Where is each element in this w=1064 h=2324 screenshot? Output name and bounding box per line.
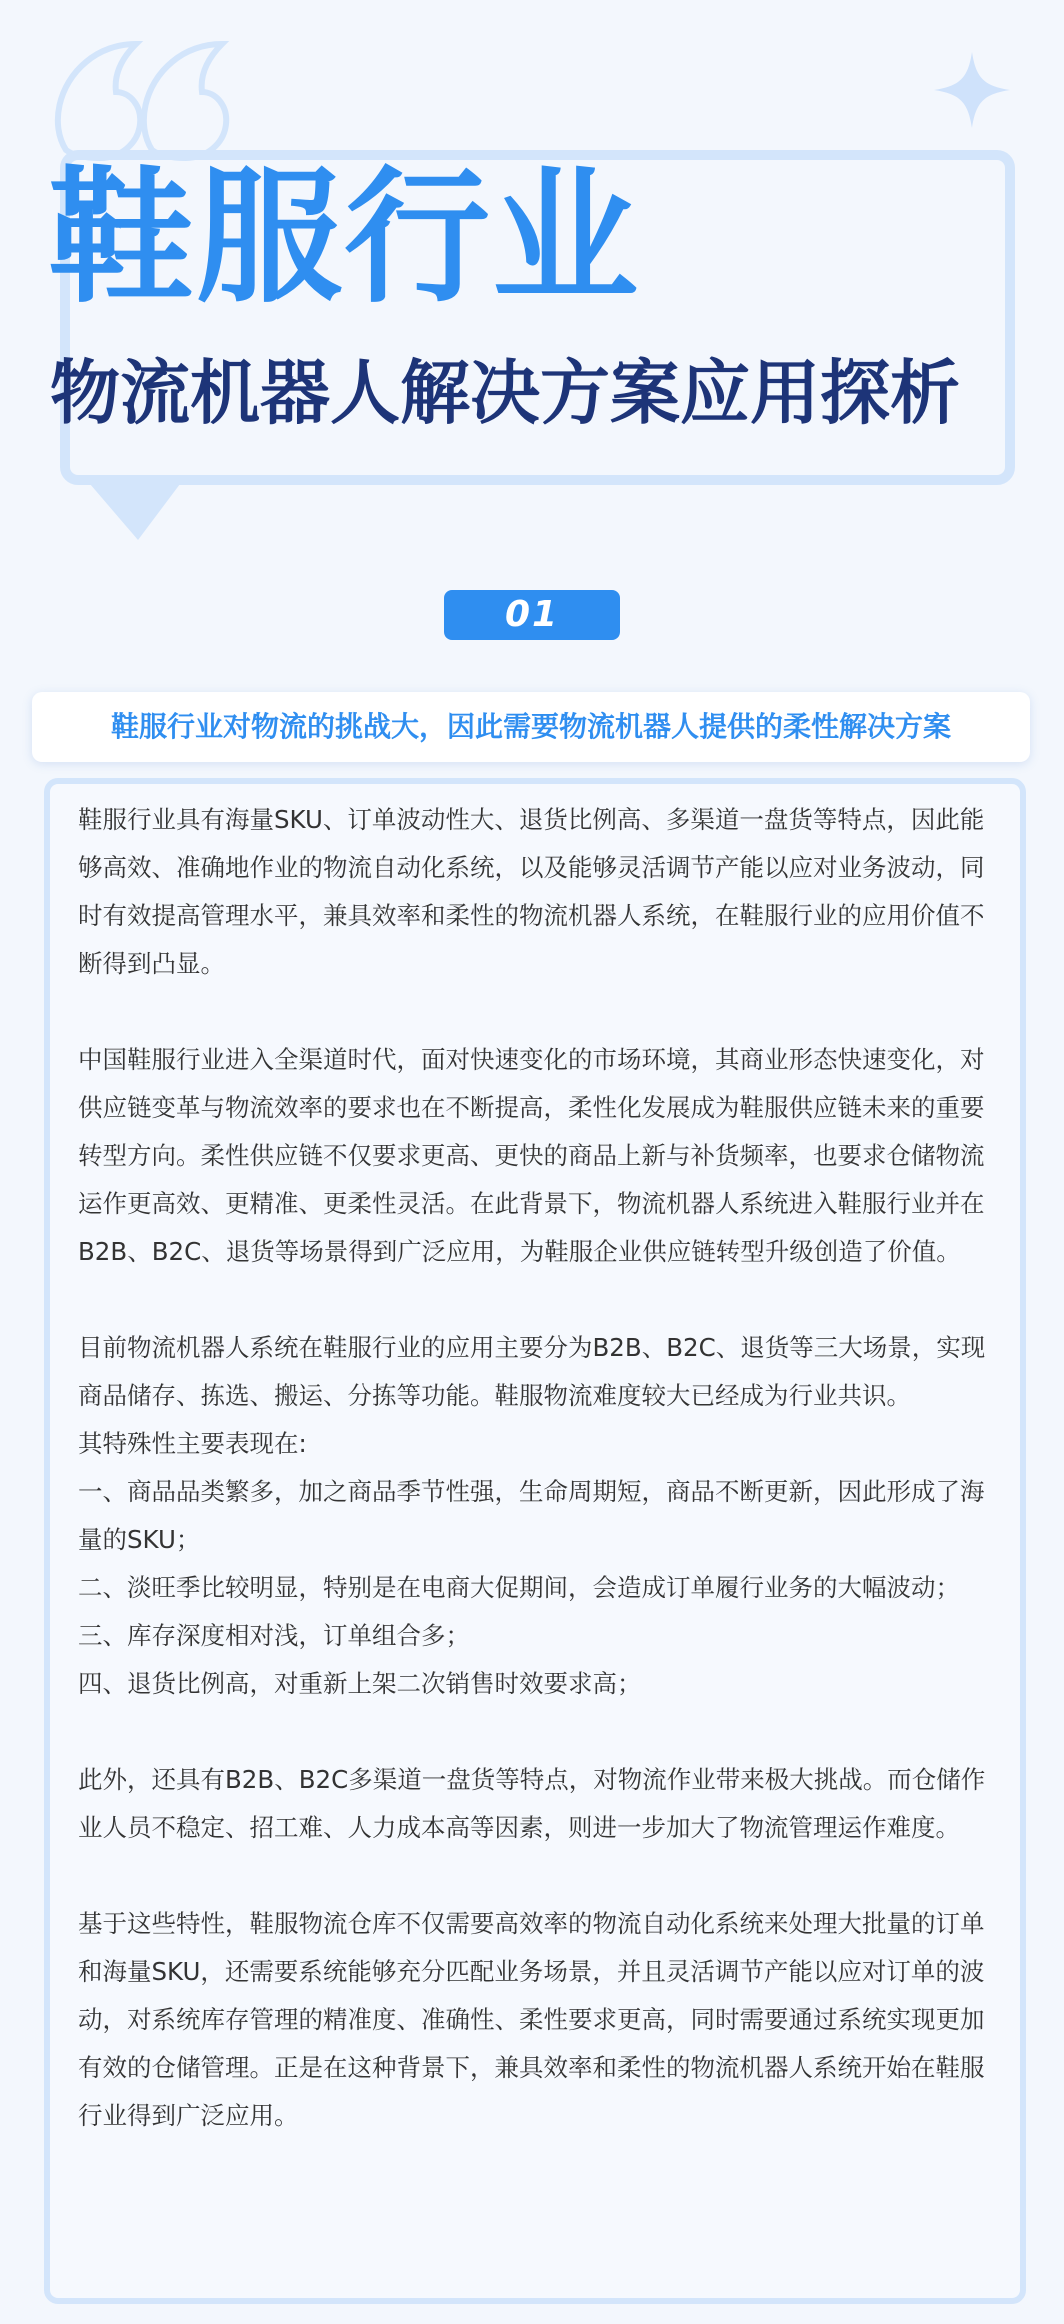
- section-number-badge: 01: [444, 590, 620, 640]
- paragraph-4: 其特殊性主要表现在:: [78, 1429, 307, 1458]
- content-body: [78, 796, 993, 2140]
- section-heading: 鞋服行业对物流的挑战大，因此需要物流机器人提供的柔性解决方案: [110, 710, 951, 743]
- list-item: 一、商品品类繁多，加之商品季节性强，生命周期短，商品不断更新，因此形成了海量的SKU；: [78, 1477, 985, 1554]
- list-item: 三、库存深度相对浅，订单组合多；: [78, 1621, 470, 1650]
- paragraph-1: 鞋服行业具有海量SKU、订单波动性大、退货比例高、多渠道一盘货等特点，因此能够高效、准确地作业的物流自动化系统，以及能够灵活调节产能以应对业务波动，同时有效提高管理水平，兼具效率和柔性的物流机器人系统，在鞋服行业的应用价值不断得到凸显。: [78, 805, 985, 978]
- paragraph-2: 中国鞋服行业进入全渠道时代，面对快速变化的市场环境，其商业形态快速变化，对供应链变革与物流效率的要求也在不断提高，柔性化发展成为鞋服供应链未来的重要转型方向。柔性供应链不仅要求更高、更快的商品上新与补货频率，也要求仓储物流运作更高效、更精准、更柔性灵活。在此背景下，物流机器人系统进入鞋服行业并在B2B、B2C、退货等场景得到广泛应用，为鞋服企业供应链转型升级创造了价值。: [78, 1045, 985, 1266]
- title-pointer: [90, 484, 180, 540]
- page-title: 鞋服行业: [48, 153, 640, 323]
- section-heading-bar: [32, 692, 1030, 762]
- paragraph-6: 基于这些特性，鞋服物流仓库不仅需要高效率的物流自动化系统来处理大批量的订单和海量SKU，还需要系统能够充分匹配业务场景，并且灵活调节产能以应对订单的波动，对系统库存管理的精准度、准确性、柔性要求更高，同时需要通过系统实现更加有效的仓储管理。正是在这种背景下，兼具效率和柔性的物流机器人系统开始在鞋服行业得到广泛应用。: [78, 1909, 985, 2130]
- page-subtitle: 物流机器人解决方案应用探析: [50, 352, 960, 434]
- paragraph-3: 目前物流机器人系统在鞋服行业的应用主要分为B2B、B2C、退货等三大场景，实现商品储存、拣选、搬运、分拣等功能。鞋服物流难度较大已经成为行业共识。: [78, 1333, 986, 1410]
- list-item: 四、退货比例高，对重新上架二次销售时效要求高；: [78, 1669, 642, 1698]
- paragraph-5: 此外，还具有B2B、B2C多渠道一盘货等特点，对物流作业带来极大挑战。而仓储作业人员不稳定、招工难、人力成本高等因素，则进一步加大了物流管理运作难度。: [78, 1765, 986, 1842]
- sparkle-star-icon: [930, 48, 1014, 132]
- list-item: 二、淡旺季比较明显，特别是在电商大促期间，会造成订单履行业务的大幅波动；: [78, 1573, 960, 1602]
